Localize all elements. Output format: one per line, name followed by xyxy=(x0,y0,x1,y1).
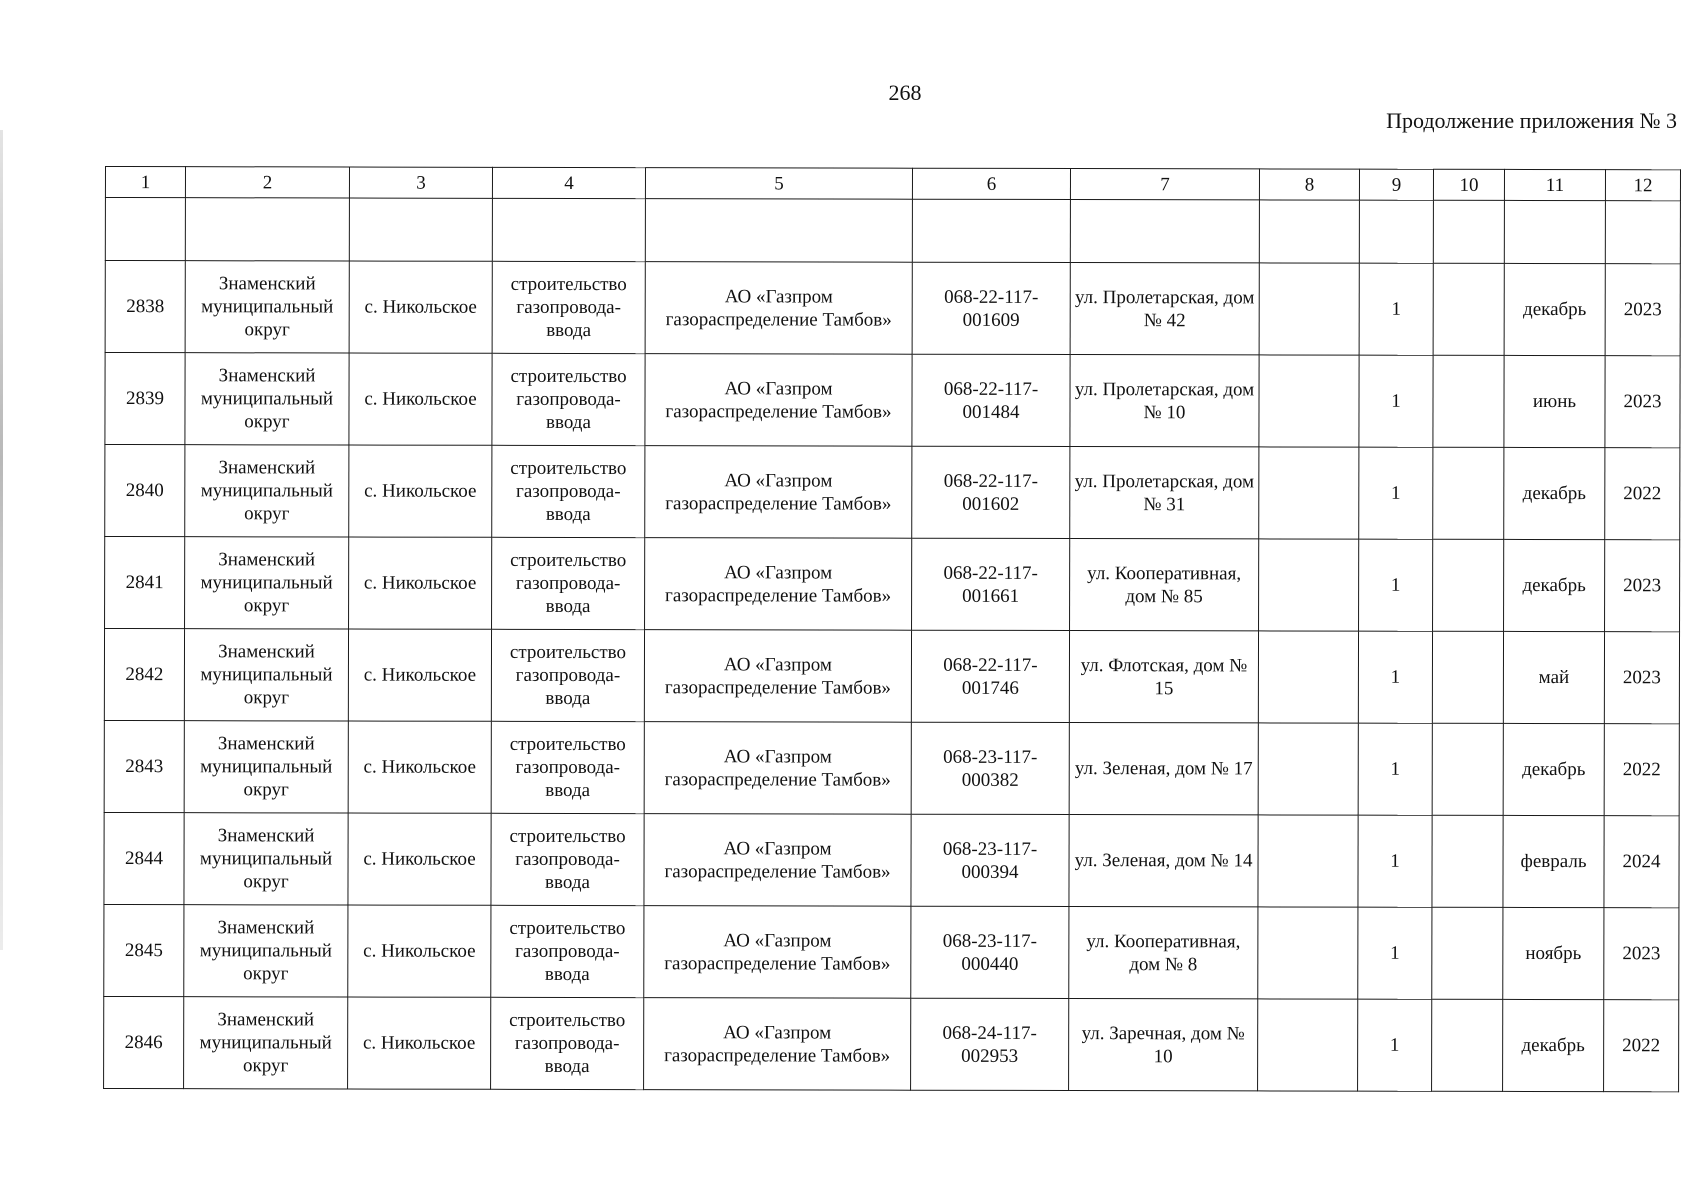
object-code-cell: 068-22-117-001661 xyxy=(912,538,1070,630)
empty-cell xyxy=(1359,200,1433,263)
year-cell: 2023 xyxy=(1605,356,1680,448)
column-10-cell xyxy=(1432,631,1503,723)
year-cell: 2023 xyxy=(1605,264,1680,356)
quantity-cell: 1 xyxy=(1359,355,1433,447)
settlement-cell: с. Никольское xyxy=(348,629,491,721)
organization-cell: АО «Газпром газораспределение Тамбов» xyxy=(644,814,911,907)
table-row xyxy=(104,812,1679,907)
work-type-cell: строительство газопровода-ввода xyxy=(492,537,645,629)
column-8-cell xyxy=(1259,447,1359,539)
month-cell: декабрь xyxy=(1503,999,1604,1091)
month-cell: декабрь xyxy=(1503,723,1604,815)
row-number: 2842 xyxy=(104,629,184,721)
district-cell: Знаменский муниципальный округ xyxy=(185,353,349,445)
table-row xyxy=(104,629,1679,724)
column-header: 8 xyxy=(1259,169,1359,200)
column-number-row xyxy=(105,167,1680,201)
settlement-cell: с. Никольское xyxy=(348,721,491,813)
column-header: 7 xyxy=(1070,169,1259,200)
column-8-cell xyxy=(1259,263,1359,355)
empty-cell xyxy=(349,198,492,261)
object-code-cell: 068-22-117-001484 xyxy=(912,354,1070,446)
column-10-cell xyxy=(1432,815,1503,907)
row-number: 2844 xyxy=(104,812,184,904)
row-number: 2846 xyxy=(104,996,184,1088)
organization-cell: АО «Газпром газораспределение Тамбов» xyxy=(645,446,912,539)
quantity-cell: 1 xyxy=(1359,539,1433,631)
column-8-cell xyxy=(1258,631,1358,723)
column-header: 3 xyxy=(349,167,492,198)
district-cell: Знаменский муниципальный округ xyxy=(184,905,348,997)
quantity-cell: 1 xyxy=(1359,447,1433,539)
empty-cell xyxy=(185,198,349,261)
quantity-cell: 1 xyxy=(1358,815,1432,907)
quantity-cell: 1 xyxy=(1358,631,1432,723)
district-cell: Знаменский муниципальный округ xyxy=(185,261,349,353)
column-header: 11 xyxy=(1504,169,1605,200)
column-header: 1 xyxy=(105,167,185,198)
page-number: 268 xyxy=(888,80,922,105)
empty-row xyxy=(105,198,1680,264)
row-number: 2841 xyxy=(105,537,185,629)
empty-cell xyxy=(492,198,645,261)
organization-cell: АО «Газпром газораспределение Тамбов» xyxy=(644,630,911,723)
address-cell: ул. Кооперативная, дом № 8 xyxy=(1069,907,1258,999)
table-row xyxy=(105,353,1680,448)
month-cell: июнь xyxy=(1504,355,1605,447)
settlement-cell: с. Никольское xyxy=(348,813,491,905)
row-number: 2838 xyxy=(105,261,185,353)
empty-cell xyxy=(105,198,185,261)
address-cell: ул. Пролетарская, дом № 31 xyxy=(1070,447,1259,539)
column-header: 10 xyxy=(1433,169,1504,200)
month-cell: май xyxy=(1503,631,1604,723)
work-type-cell: строительство газопровода-ввода xyxy=(491,813,644,905)
table-row xyxy=(105,261,1680,356)
column-header: 9 xyxy=(1359,169,1433,200)
address-cell: ул. Зеленая, дом № 14 xyxy=(1069,815,1258,907)
object-code-cell: 068-22-117-001602 xyxy=(912,446,1070,538)
table-row xyxy=(104,720,1679,815)
column-10-cell xyxy=(1433,447,1504,539)
settlement-cell: с. Никольское xyxy=(349,261,492,353)
object-code-cell: 068-24-117-002953 xyxy=(911,998,1069,1090)
organization-cell: АО «Газпром газораспределение Тамбов» xyxy=(645,354,912,447)
work-type-cell: строительство газопровода-ввода xyxy=(491,721,644,813)
column-8-cell xyxy=(1258,815,1358,907)
address-cell: ул. Пролетарская, дом № 10 xyxy=(1070,355,1259,447)
column-header: 4 xyxy=(492,167,645,198)
quantity-cell: 1 xyxy=(1358,999,1432,1091)
settlement-cell: с. Никольское xyxy=(349,537,492,629)
district-cell: Знаменский муниципальный округ xyxy=(185,445,349,537)
row-number: 2839 xyxy=(105,353,185,445)
column-8-cell xyxy=(1258,723,1358,815)
year-cell: 2023 xyxy=(1604,632,1679,724)
district-cell: Знаменский муниципальный округ xyxy=(184,721,348,813)
column-8-cell xyxy=(1258,999,1358,1091)
empty-cell xyxy=(1259,200,1359,263)
object-code-cell: 068-23-117-000382 xyxy=(911,722,1069,814)
table-row xyxy=(104,996,1679,1091)
work-type-cell: строительство газопровода-ввода xyxy=(492,261,645,353)
year-cell: 2022 xyxy=(1604,724,1679,816)
quantity-cell: 1 xyxy=(1359,263,1433,355)
district-cell: Знаменский муниципальный округ xyxy=(184,629,348,721)
empty-cell xyxy=(1605,201,1680,264)
settlement-cell: с. Никольское xyxy=(348,997,491,1089)
district-cell: Знаменский муниципальный округ xyxy=(184,997,348,1089)
organization-cell: АО «Газпром газораспределение Тамбов» xyxy=(645,262,912,355)
month-cell: декабрь xyxy=(1504,263,1605,355)
address-cell: ул. Флотская, дом № 15 xyxy=(1069,631,1258,723)
work-type-cell: строительство газопровода-ввода xyxy=(491,905,644,997)
empty-cell xyxy=(645,199,912,263)
work-type-cell: строительство газопровода-ввода xyxy=(491,997,644,1089)
address-cell: ул. Пролетарская, дом № 42 xyxy=(1070,263,1259,355)
quantity-cell: 1 xyxy=(1358,723,1432,815)
column-10-cell xyxy=(1432,723,1503,815)
organization-cell: АО «Газпром газораспределение Тамбов» xyxy=(644,722,911,815)
row-number: 2843 xyxy=(104,720,184,812)
district-cell: Знаменский муниципальный округ xyxy=(185,537,349,629)
organization-cell: АО «Газпром газораспределение Тамбов» xyxy=(644,998,911,1091)
column-header: 6 xyxy=(912,168,1070,199)
column-10-cell xyxy=(1433,355,1504,447)
organization-cell: АО «Газпром газораспределение Тамбов» xyxy=(645,538,912,631)
quantity-cell: 1 xyxy=(1358,907,1432,999)
month-cell: февраль xyxy=(1503,815,1604,907)
column-8-cell xyxy=(1258,907,1358,999)
table-row xyxy=(105,537,1680,632)
empty-cell xyxy=(1070,200,1259,263)
scan-edge-shadow xyxy=(0,130,3,950)
address-cell: ул. Кооперативная, дом № 85 xyxy=(1070,539,1259,631)
column-8-cell xyxy=(1259,355,1359,447)
district-cell: Знаменский муниципальный округ xyxy=(184,813,348,905)
year-cell: 2024 xyxy=(1604,816,1679,908)
year-cell: 2022 xyxy=(1605,448,1680,540)
register-table xyxy=(103,166,1681,1092)
table-row xyxy=(104,904,1679,999)
month-cell: декабрь xyxy=(1504,539,1605,631)
column-10-cell xyxy=(1433,539,1504,631)
row-number: 2845 xyxy=(104,904,184,996)
row-number: 2840 xyxy=(105,445,185,537)
object-code-cell: 068-23-117-000440 xyxy=(911,906,1069,998)
column-8-cell xyxy=(1259,539,1359,631)
empty-cell xyxy=(912,199,1070,262)
year-cell: 2022 xyxy=(1604,1000,1679,1092)
object-code-cell: 068-23-117-000394 xyxy=(911,814,1069,906)
column-10-cell xyxy=(1432,999,1503,1091)
appendix-continuation-note: Продолжение приложения № 3 xyxy=(1386,108,1677,133)
column-10-cell xyxy=(1432,907,1503,999)
year-cell: 2023 xyxy=(1604,908,1679,1000)
empty-cell xyxy=(1504,200,1605,263)
work-type-cell: строительство газопровода-ввода xyxy=(491,629,644,721)
empty-cell xyxy=(1433,200,1504,263)
month-cell: декабрь xyxy=(1504,447,1605,539)
settlement-cell: с. Никольское xyxy=(348,905,491,997)
column-10-cell xyxy=(1433,263,1504,355)
table-row xyxy=(105,445,1680,540)
address-cell: ул. Зеленая, дом № 17 xyxy=(1069,723,1258,815)
column-header: 5 xyxy=(645,168,912,200)
organization-cell: АО «Газпром газораспределение Тамбов» xyxy=(644,906,911,999)
year-cell: 2023 xyxy=(1605,540,1680,632)
month-cell: ноябрь xyxy=(1503,907,1604,999)
column-header: 2 xyxy=(185,167,349,198)
object-code-cell: 068-22-117-001746 xyxy=(911,630,1069,722)
settlement-cell: с. Никольское xyxy=(349,445,492,537)
settlement-cell: с. Никольское xyxy=(349,353,492,445)
work-type-cell: строительство газопровода-ввода xyxy=(492,445,645,537)
address-cell: ул. Заречная, дом № 10 xyxy=(1069,999,1258,1091)
object-code-cell: 068-22-117-001609 xyxy=(912,262,1070,354)
work-type-cell: строительство газопровода-ввода xyxy=(492,353,645,445)
column-header: 12 xyxy=(1605,170,1680,201)
